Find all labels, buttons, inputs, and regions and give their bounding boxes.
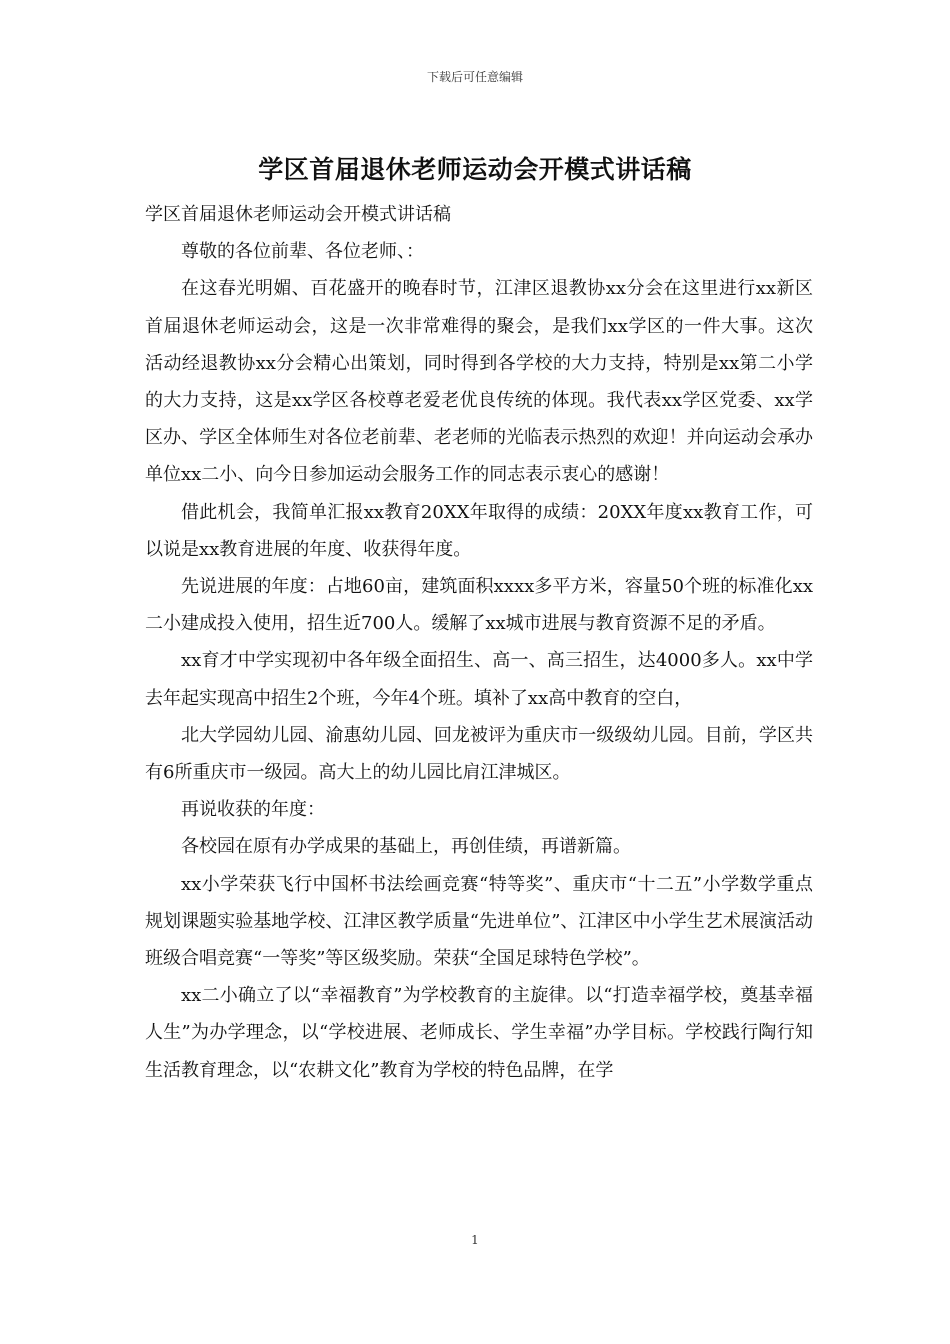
- page-number: 1: [471, 1233, 479, 1247]
- paragraph: 再说收获的年度：: [181, 799, 325, 821]
- paragraph: 各校园在原有办学成果的基础上，再创佳绩，再谱新篇。: [181, 836, 631, 858]
- document-body: [145, 196, 813, 1089]
- page-header: 下载后可任意编辑: [426, 70, 523, 84]
- paragraph: 先说进展的年度：占地60亩，建筑面积xxxx多平方米，容量50个班的标准化xx二小建成投入使用，招生近700人。缓解了xx城市进展与教育资源不足的矛盾。: [145, 576, 813, 635]
- paragraph: 学区首届退休老师运动会开模式讲话稿: [145, 204, 451, 225]
- document-title: 学区首届退休老师运动会开模式讲话稿: [258, 155, 692, 184]
- paragraph: 尊敬的各位前辈、各位老师、：: [181, 241, 424, 263]
- paragraph: 借此机会，我简单汇报xx教育20XX年取得的成绩：20XX年度xx教育工作，可以说是xx教育进展的年度、收获得年度。: [145, 501, 813, 560]
- paragraph: 北大学园幼儿园、渝惠幼儿园、回龙被评为重庆市一级级幼儿园。目前，学区共有6所重庆市一级园。高大上的幼儿园比肩江津城区。: [145, 724, 813, 784]
- paragraph: xx二小确立了以“幸福教育”为学校教育的主旋律。以“打造幸福学校，奠基幸福人生”为办学理念，以“学校进展、老师成长、学生幸福”办学目标。学校践行陶行知生活教育理念，以“农耕文化”教育为学校的特色品牌，在学: [145, 985, 813, 1081]
- paragraph: xx小学荣获飞行中国杯书法绘画竞赛“特等奖”、重庆市“十二五”小学数学重点规划课题实验基地学校、江津区教学质量“先进单位”、江津区中小学生艺术展演活动班级合唱竞赛“一等奖”等区级奖励。荣获“全国足球特色学校”。: [145, 873, 813, 970]
- paragraph: xx育才中学实现初中各年级全面招生、高一、高三招生，达4000多人。xx中学去年起实现高中招生2个班，今年4个班。填补了xx高中教育的空白，: [145, 650, 813, 709]
- paragraph: 在这春光明媚、百花盛开的晚春时节，江津区退教协xx分会在这里进行xx新区首届退休老师运动会，这是一次非常难得的聚会，是我们xx学区的一件大事。这次活动经退教协xx分会精心出策划，同时得到各学校的大力支持，特别是xx第二小学的大力支持，这是xx学区各校尊老爱老优良传统的体现。我代表xx学区党委、xx学区办、学区全体师生对各位老前辈、老老师的光临表示热烈的欢迎！并向运动会承办单位xx二小、向今日参加运动会服务工作的同志表示衷心的感谢！: [145, 278, 813, 486]
